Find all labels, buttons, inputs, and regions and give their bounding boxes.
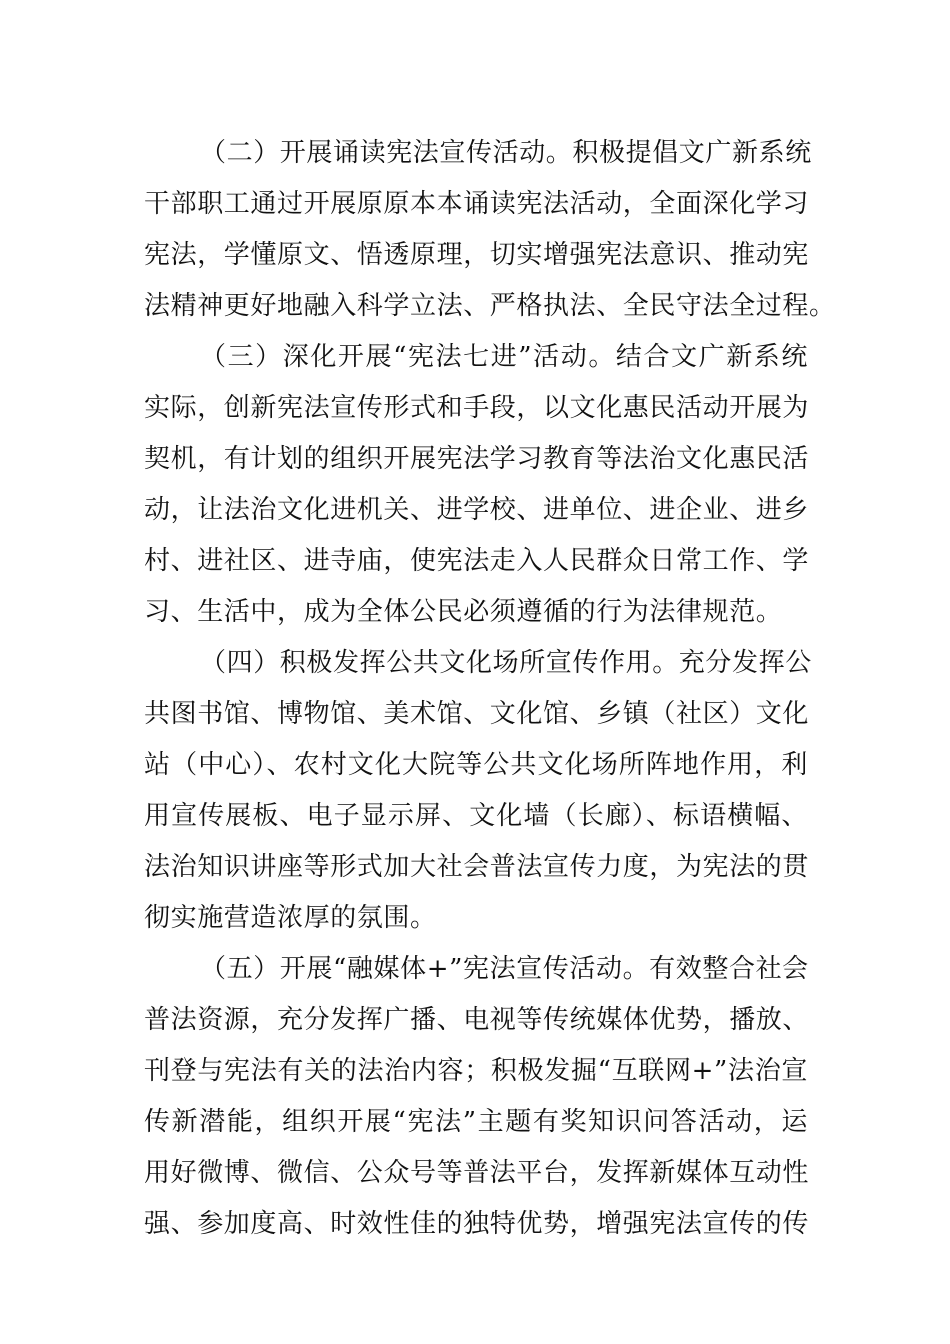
text-line: 习、生活中，成为全体公民必须遵循的行为法律规范。	[144, 597, 783, 627]
paragraph	[144, 128, 836, 332]
text-line: 刊登与宪法有关的法治内容；积极发掘“互联网+”法治宣	[144, 1056, 808, 1086]
text-line: 普法资源，充分发挥广播、电视等传统媒体优势，播放、	[144, 1005, 810, 1035]
text-line: 传新潜能，组织开展“宪法”主题有奖知识问答活动，运	[144, 1107, 808, 1137]
text-line: （二）开展诵读宪法宣传活动。积极提倡文广新系统	[200, 138, 812, 168]
paragraph	[144, 944, 808, 1250]
text-line: 村、进社区、进寺庙，使宪法走入人民群众日常工作、学	[144, 546, 810, 576]
paragraph	[144, 638, 812, 944]
text-line: 干部职工通过开展原原本本诵读宪法活动，全面深化学习	[144, 189, 810, 219]
document-body	[144, 128, 836, 1250]
text-line: 动，让法治文化进机关、进学校、进单位、进企业、进乡	[144, 495, 810, 525]
paragraph	[144, 332, 808, 638]
text-line: 站（中心）、农村文化大院等公共文化场所阵地作用，利	[144, 750, 808, 780]
text-line: （五）开展“融媒体+”宪法宣传活动。有效整合社会	[200, 954, 809, 984]
text-line: 用好微博、微信、公众号等普法平台，发挥新媒体互动性	[144, 1158, 810, 1188]
text-line: 共图书馆、博物馆、美术馆、文化馆、乡镇（社区）文化	[144, 699, 810, 729]
text-line: 实际，创新宪法宣传形式和手段，以文化惠民活动开展为	[144, 393, 810, 423]
text-line: 法治知识讲座等形式加大社会普法宣传力度，为宪法的贯	[144, 852, 810, 882]
text-line: （三）深化开展“宪法七进”活动。结合文广新系统	[200, 342, 808, 372]
text-line: 法精神更好地融入科学立法、严格执法、全民守法全过程。	[144, 291, 836, 321]
text-line: 用宣传展板、电子显示屏、文化墙（长廊）、标语横幅、	[144, 801, 808, 831]
text-line: （四）积极发挥公共文化场所宣传作用。充分发挥公	[200, 648, 812, 678]
text-line: 强、参加度高、时效性佳的独特优势，增强宪法宣传的传	[144, 1209, 810, 1239]
text-line: 宪法，学懂原文、悟透原理，切实增强宪法意识、推动宪	[144, 240, 810, 270]
text-line: 契机，有计划的组织开展宪法学习教育等法治文化惠民活	[144, 444, 810, 474]
text-line: 彻实施营造浓厚的氛围。	[144, 903, 437, 933]
